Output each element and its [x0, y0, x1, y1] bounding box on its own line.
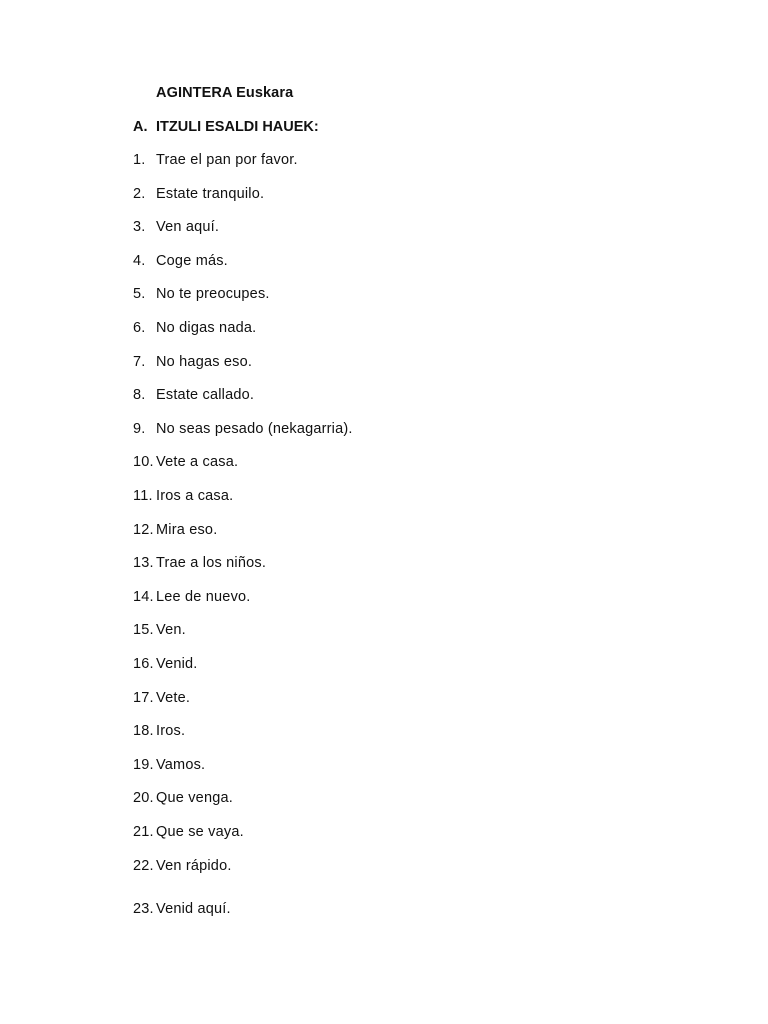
- list-item: [133, 286, 270, 302]
- list-item-number: 21.: [133, 824, 154, 840]
- list-item-number: 23.: [133, 901, 154, 918]
- list-item-text: Trae el pan por favor.: [156, 152, 298, 168]
- list-item: [133, 522, 217, 538]
- list-item-text: No digas nada.: [156, 320, 257, 336]
- list-item: [133, 858, 232, 874]
- list-item-text: Que venga.: [156, 790, 233, 807]
- list-item: [133, 454, 238, 470]
- list-item: [133, 152, 298, 168]
- list-item-number: 12.: [133, 521, 154, 538]
- list-item-text: Estate tranquilo.: [156, 185, 265, 202]
- list-item: [133, 589, 251, 605]
- list-item-number: 14.: [133, 588, 154, 605]
- list-item: [133, 219, 219, 235]
- list-item: [133, 690, 190, 706]
- list-item-text: Coge más.: [156, 252, 228, 269]
- list-item: [133, 824, 244, 840]
- list-item-number: 3.: [133, 219, 146, 236]
- list-item-text: No te preocupes.: [156, 286, 270, 303]
- list-item-text: Ven.: [156, 622, 186, 639]
- section-heading-text: ITZULI ESALDI HAUEK:: [156, 119, 319, 135]
- list-item-number: 6.: [133, 320, 146, 336]
- list-item: [133, 354, 252, 370]
- list-item-text: Mira eso.: [156, 521, 218, 538]
- list-item-number: 2.: [133, 185, 146, 202]
- list-item-number: 13.: [133, 555, 154, 572]
- list-item-text: Venid.: [156, 656, 198, 672]
- list-item-text: Vete a casa.: [156, 454, 239, 471]
- list-item-text: Vamos.: [156, 756, 206, 773]
- list-item-text: Ven aquí.: [156, 219, 220, 236]
- list-item-number: 9.: [133, 420, 146, 437]
- list-item-number: 11.: [133, 488, 153, 504]
- list-item-text: Lee de nuevo.: [156, 588, 251, 605]
- list-item-number: 22.: [133, 857, 154, 874]
- list-item-number: 1.: [133, 152, 146, 168]
- list-item-text: Iros a casa.: [156, 488, 234, 504]
- list-item-text: Estate callado.: [156, 387, 255, 404]
- list-item-text: No seas pesado (nekagarria).: [156, 420, 353, 437]
- list-item-text: No hagas eso.: [156, 353, 253, 370]
- list-item-text: Iros.: [156, 723, 186, 740]
- list-item: [133, 186, 264, 202]
- list-item: [133, 555, 266, 571]
- list-item: [133, 387, 254, 403]
- list-item-number: 5.: [133, 286, 146, 303]
- list-item-number: 18.: [133, 723, 154, 740]
- list-item: [133, 488, 233, 504]
- list-item-number: 8.: [133, 387, 146, 404]
- list-item: [133, 622, 186, 638]
- list-item-number: 19.: [133, 756, 154, 773]
- list-item-number: 7.: [133, 353, 146, 370]
- list-item: [133, 790, 233, 806]
- list-item: [133, 421, 353, 437]
- list-item-number: 4.: [133, 252, 146, 269]
- section-heading: [133, 119, 319, 135]
- list-item: [133, 320, 256, 336]
- list-item-text: Trae a los niños.: [156, 555, 267, 572]
- section-marker: A.: [133, 119, 148, 135]
- list-item-text: Que se vaya.: [156, 824, 244, 840]
- list-item: [133, 901, 231, 917]
- list-item: [133, 656, 198, 672]
- list-item: [133, 253, 228, 269]
- list-item-number: 16.: [133, 656, 154, 672]
- list-item-text: Venid aquí.: [156, 901, 231, 918]
- list-item-number: 15.: [133, 622, 154, 639]
- list-item-text: Vete.: [156, 689, 191, 706]
- document-title: AGINTERA Euskara: [156, 85, 294, 101]
- list-item-text: Ven rápido.: [156, 857, 232, 874]
- list-item-number: 10.: [133, 454, 154, 471]
- list-item-number: 20.: [133, 790, 154, 807]
- list-item-number: 17.: [133, 689, 154, 706]
- list-item: [133, 757, 205, 773]
- list-item: [133, 723, 185, 739]
